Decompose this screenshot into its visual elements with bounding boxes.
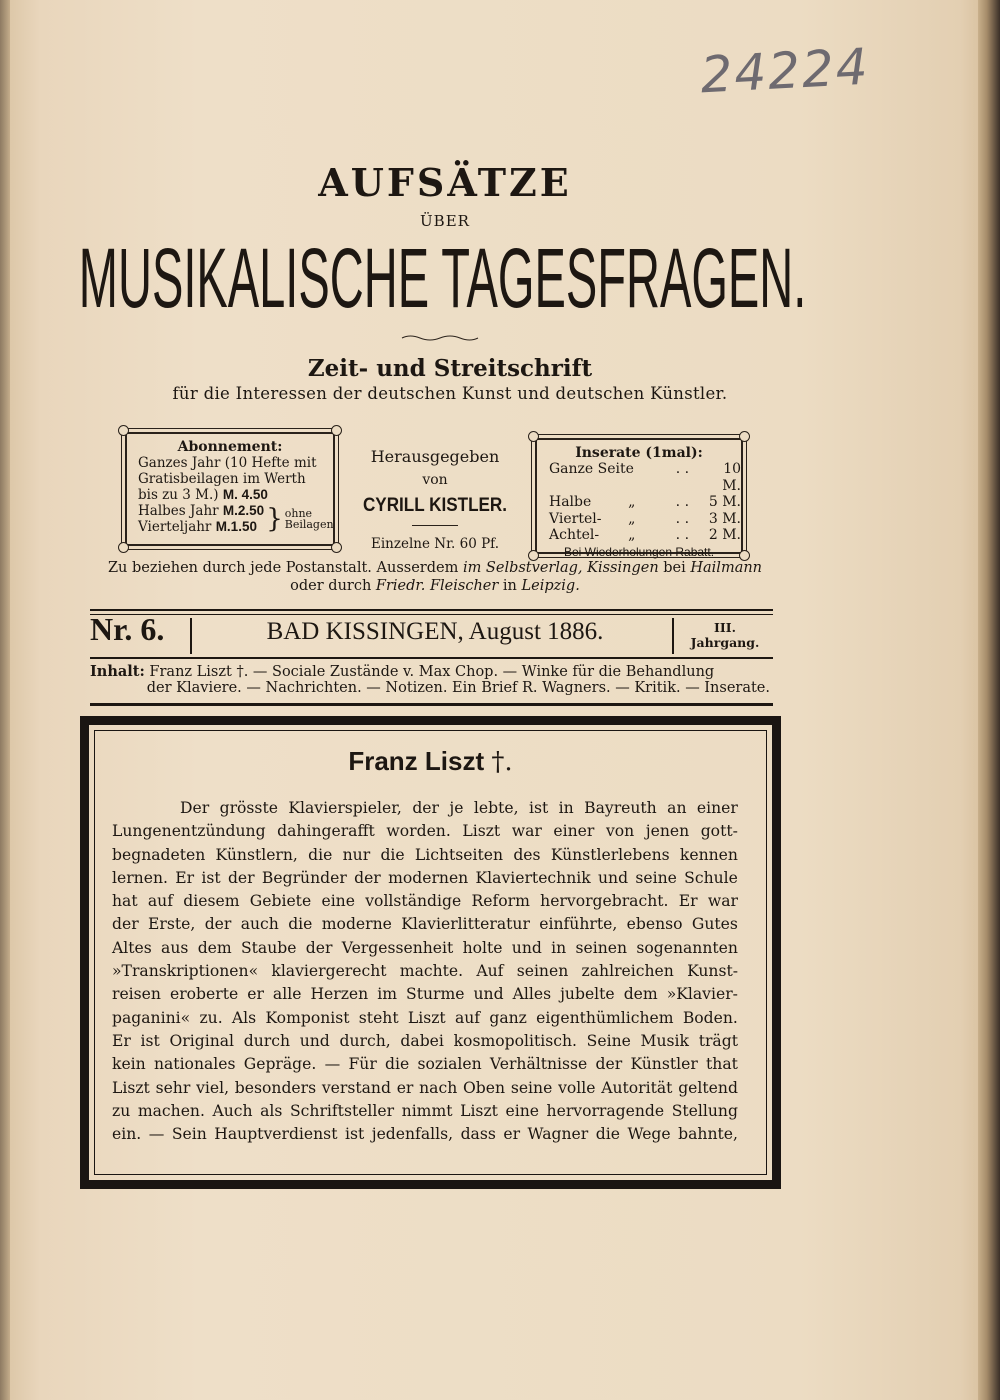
contents-label: Inhalt: [90, 663, 145, 680]
article-word: Schriftsteller [290, 1101, 395, 1120]
issue-place-date: BAD KISSINGEN, August 1886. [266, 618, 604, 645]
distribution-text: Zu beziehen durch jede Postanstalt. Ausserdem [107, 560, 463, 576]
article-word: grösste [219, 799, 278, 817]
article-word: Reform [471, 892, 530, 911]
contents-line-2: der Klaviere. — Nachrichten. — Notizen. Ein Brief R. Wagners. — Kritik. — Inserate. [146, 680, 770, 696]
article-word: bahnte, [678, 1125, 738, 1144]
article-word: im [377, 985, 398, 1004]
article-word: ebenso [626, 915, 683, 934]
corner-ornament [739, 431, 750, 442]
article-word: Staube [240, 938, 297, 957]
article-word: nur [342, 845, 371, 864]
article-word: Künstlerlebens [550, 845, 670, 864]
article-word: Als [231, 1008, 257, 1027]
subscription-text: Halbes Jahr [138, 503, 219, 519]
article-word: einer [696, 799, 738, 817]
article-word: in [558, 799, 574, 817]
advertising-title: Inserate (1mal): [575, 445, 703, 461]
article-line [112, 890, 738, 913]
ad-price: 5 M. [708, 494, 741, 510]
article-word: Boden. [682, 1008, 738, 1027]
distribution-line-1 [90, 560, 780, 576]
top-rule-thin [90, 614, 773, 615]
article-word: Klavierspieler, [288, 799, 402, 817]
article-word: Verhältnisse [489, 1055, 588, 1074]
article-line [112, 820, 738, 843]
article-word: Erste, [148, 915, 196, 934]
article-word: in [551, 938, 567, 957]
flourish-ornament [400, 333, 480, 343]
corner-ornament [331, 542, 342, 553]
article-word: Liszt [462, 822, 501, 841]
article-word: Sturme [406, 985, 465, 1004]
article-word: Er [112, 1031, 131, 1050]
article-word: Gebiete [249, 892, 312, 911]
article-word: nach [419, 1078, 458, 1097]
article-word: seine [510, 1078, 553, 1097]
article-word: die [288, 915, 313, 934]
article-word: eigenthümlichem [536, 1008, 674, 1027]
article-word: des [513, 845, 541, 864]
article-word: worden. [386, 822, 451, 841]
contents-line-1 [90, 663, 774, 680]
article-word: modernen [388, 868, 469, 887]
subscription-price-year: M. 4.50 [222, 487, 268, 502]
advertising-row [537, 527, 741, 544]
ad-ditto [644, 461, 676, 494]
ad-size: Viertel- [549, 510, 602, 527]
article-word: zu [112, 1101, 131, 1120]
ad-dots: . . [675, 510, 690, 527]
article-word: trägt [698, 1031, 738, 1050]
article-word: die [595, 1125, 620, 1144]
article-line [112, 1077, 738, 1100]
article-word: ist [528, 799, 549, 817]
article-word: lebte, [473, 799, 519, 817]
article-word: Wege [627, 1125, 671, 1144]
article-word: und [473, 985, 504, 1004]
volume-label: Jahrgang. [690, 635, 760, 650]
column-separator [190, 618, 192, 654]
article-word: Klaviertechnik [475, 868, 591, 887]
article-word: — [148, 1125, 165, 1144]
article-word: war [511, 822, 542, 841]
article-word: seinen [516, 962, 569, 981]
article-word: Gepräge. [243, 1055, 317, 1074]
distribution-text: bei [658, 560, 691, 576]
article-word: Autorität [601, 1078, 673, 1097]
article-word: ein. [112, 1125, 142, 1144]
article-word: Bayreuth [584, 799, 657, 817]
article-word: die [380, 845, 405, 864]
subscription-text: Vierteljahr [138, 519, 212, 535]
subtitle: Zeit- und Streitschrift [307, 355, 593, 382]
corner-ornament [118, 542, 129, 553]
article-word: Stellung [671, 1101, 738, 1120]
article-word: Lungenentzündung [112, 822, 266, 841]
article-line [112, 1100, 738, 1123]
article-line [112, 797, 738, 820]
article-line [112, 867, 738, 890]
subscription-title: Abonnement: [177, 439, 283, 455]
article-word: dem [197, 938, 232, 957]
article-word: steht [358, 1008, 399, 1027]
article-word: der [112, 915, 139, 934]
dagger-symbol: †. [491, 747, 513, 777]
article-word: er [503, 1125, 521, 1144]
article-line [112, 937, 738, 960]
article-line [112, 913, 738, 936]
ad-size: Ganze Seite [549, 461, 634, 477]
article-word: er [247, 985, 264, 1004]
subscription-box [125, 432, 335, 546]
article-word: moderne [321, 915, 392, 934]
brace: } [266, 504, 283, 534]
article-word: Klavierlitteratur [401, 915, 530, 934]
article-word: je [449, 799, 464, 817]
article-word: Begründer [261, 868, 347, 887]
subscription-line: Gratisbeilagen im Werth [138, 471, 306, 487]
subscription-price-quarter: M.1.50 [215, 519, 257, 534]
top-rule [90, 609, 773, 611]
obituary-title-name: Franz Liszt [348, 746, 485, 776]
article-word: zahlreichen [581, 962, 674, 981]
article-word: der [227, 868, 255, 887]
ad-ditto: „ [628, 494, 636, 510]
herausgegeben-label: Herausgegeben [370, 447, 500, 466]
article-word: der [305, 938, 333, 957]
article-word: gott- [700, 822, 738, 841]
article-word: besonders [234, 1078, 317, 1097]
corner-ornament [528, 431, 539, 442]
ad-price: 10 M. [722, 461, 742, 494]
article-word: er [396, 1078, 414, 1097]
article-word: auf [454, 1008, 481, 1027]
article-word: »Transkriptionen« [112, 962, 259, 981]
article-word: viel, [196, 1078, 230, 1097]
distribution-text: im Selbstverlag, Kissingen [462, 560, 659, 576]
article-word: Original [169, 1031, 235, 1050]
article-word: durch [243, 1031, 291, 1050]
article-word: Komponist [265, 1008, 350, 1027]
article-word: war [707, 892, 738, 911]
article-word: »Klavier- [666, 985, 738, 1004]
article-word: Schule [684, 868, 738, 887]
article-word: — [324, 1055, 341, 1074]
article-word: dahingerafft [277, 822, 375, 841]
single-issue-price: Einzelne Nr. 60 Pf. [371, 536, 499, 552]
article-word: hervorgebracht. [540, 892, 669, 911]
article-word: kosmopolitisch. [453, 1031, 577, 1050]
article-word: eine [505, 1101, 539, 1120]
contents-text: Franz Liszt †. — Sociale Zustände v. Max Chop. — Winke für die Behandlung [144, 664, 715, 680]
obituary-text [112, 797, 738, 1146]
article-word: nimmt [401, 1101, 453, 1120]
subscription-line [138, 519, 264, 535]
ad-ditto: „ [628, 527, 636, 543]
article-word: Er [175, 868, 195, 887]
issue-number: Nr. 6. [90, 611, 165, 647]
ad-dots: . . [675, 461, 690, 477]
corner-ornament [118, 425, 129, 436]
article-word: und [299, 1031, 330, 1050]
article-word: begnadeten [112, 845, 206, 864]
article-word: diesem [183, 892, 240, 911]
article-word: Liszt [460, 1101, 498, 1120]
article-word: machen. [137, 1101, 205, 1120]
subscription-line: Ganzes Jahr (10 Hefte mit [138, 455, 317, 471]
article-word: die [385, 1055, 410, 1074]
subscription-line [138, 487, 333, 503]
article-word: Auch [212, 1101, 253, 1120]
article-word: Er [678, 892, 698, 911]
article-word: seine [635, 868, 677, 887]
article-line [112, 1030, 738, 1053]
tagline: für die Interessen der deutschen Kunst und deutschen Künstler. [172, 384, 728, 403]
article-word: kein [112, 1055, 146, 1074]
title-aufsatze: AUFSÄTZE [318, 160, 572, 205]
ad-size: Achtel- [549, 527, 600, 543]
article-word: als [260, 1101, 283, 1120]
subscription-line [138, 503, 264, 519]
article-word: Vergessenheit [341, 938, 454, 957]
article-word: Kunst- [687, 962, 738, 981]
article-line [112, 960, 738, 983]
volume-number: III. [714, 620, 736, 635]
article-word: ist [140, 1031, 160, 1050]
article-word: nationales [153, 1055, 236, 1074]
article-word: der [412, 799, 439, 817]
article-word: dem [623, 985, 658, 1004]
article-word: der [354, 868, 381, 887]
ad-size: Halbe [549, 494, 592, 510]
article-word: eine [321, 892, 355, 911]
handwritten-accession-number: 24224 [699, 37, 871, 105]
article-word: der [204, 915, 232, 934]
article-word: Altes [112, 938, 152, 957]
article-word: geltend [678, 1078, 738, 1097]
article-word: klaviergerecht [271, 962, 387, 981]
advertising-row [537, 511, 741, 528]
article-word: Herzen [310, 985, 369, 1004]
article-word: verstand [321, 1078, 391, 1097]
article-line [112, 1123, 738, 1146]
bottom-rule [90, 657, 773, 659]
subscription-price-half: M.2.50 [222, 503, 265, 518]
von-label: von [422, 472, 448, 488]
article-word: sozialen [417, 1055, 482, 1074]
article-line [112, 1053, 738, 1076]
distribution-text: Hailmann [690, 560, 763, 576]
advertising-row [537, 494, 741, 511]
distribution-text: oder durch [290, 578, 376, 594]
volume [680, 620, 770, 650]
article-word: vollständige [365, 892, 462, 911]
binding-spine [0, 0, 10, 1400]
article-word: eroberte [169, 985, 239, 1004]
article-word: dass [460, 1125, 496, 1144]
article-word: holte [462, 938, 503, 957]
article-word: an [667, 799, 687, 817]
article-word: jubelte [560, 985, 615, 1004]
article-word: und [597, 868, 629, 887]
article-word: Hauptverdienst [214, 1125, 338, 1144]
article-word: sehr [155, 1078, 191, 1097]
article-word: Künstler [630, 1055, 698, 1074]
article-word: Der [180, 799, 210, 817]
article-word: sogenannten [636, 938, 738, 957]
article-word: einer [553, 822, 595, 841]
article-word: ganz [489, 1008, 527, 1027]
article-word: Für [348, 1055, 377, 1074]
article-word: durch, [339, 1031, 391, 1050]
article-word: Sein [171, 1125, 207, 1144]
distribution-text: in [498, 578, 522, 594]
article-word: Lichtseiten [414, 845, 504, 864]
article-word: jedenfalls, [371, 1125, 454, 1144]
advertising-rates-box [535, 438, 743, 559]
article-word: zu. [199, 1008, 223, 1027]
ad-price: 3 M. [708, 510, 741, 527]
advertising-row [537, 461, 741, 494]
article-word: Künstlern, [215, 845, 298, 864]
publisher-name: CYRILL KISTLER. [362, 495, 508, 516]
article-word: Alles [512, 985, 552, 1004]
article-word: ist [344, 1125, 365, 1144]
article-word: Auf [476, 962, 504, 981]
article-word: machte. [399, 962, 464, 981]
page-edge [978, 0, 1000, 1400]
ad-ditto: „ [628, 510, 636, 527]
article-line [112, 983, 738, 1006]
article-word: von [605, 822, 635, 841]
article-word: einführte, [539, 915, 618, 934]
article-word: jenen [645, 822, 690, 841]
ad-price: 2 M. [708, 527, 741, 543]
masthead-title: MUSIKALISCHE TAGESFRAGEN. [78, 231, 807, 325]
beilagen-label: Beilagen [284, 518, 334, 531]
corner-ornament [331, 425, 342, 436]
subscription-text: bis zu 3 M.) [138, 487, 219, 503]
article-word: Gutes [691, 915, 738, 934]
divider [412, 525, 458, 526]
article-word: aus [161, 938, 189, 957]
distribution-text: Leipzig. [521, 578, 580, 594]
distribution-text: Friedr. Fleischer [375, 578, 499, 594]
article-word: paganini« [112, 1008, 191, 1027]
article-word: hervorragende [546, 1101, 665, 1120]
article-line [112, 1007, 738, 1030]
ad-dots: . . [675, 527, 690, 543]
article-word: that [706, 1055, 738, 1074]
article-word: lernen. [112, 868, 168, 887]
article-word: hat [112, 892, 138, 911]
column-separator [672, 618, 674, 654]
article-word: Musik [640, 1031, 689, 1050]
article-word: Liszt [407, 1008, 446, 1027]
article-word: und [511, 938, 542, 957]
article-word: Wagner [527, 1125, 589, 1144]
article-word: ist [201, 868, 221, 887]
article-word: alle [272, 985, 302, 1004]
article-word: volle [558, 1078, 596, 1097]
article-word: auch [240, 915, 279, 934]
obituary-title [80, 746, 781, 777]
article-word: auf [147, 892, 174, 911]
ohne-label: ohne [284, 507, 313, 520]
ad-dots: . . [675, 494, 690, 510]
contents-rule [90, 703, 773, 706]
article-word: Liszt [112, 1078, 150, 1097]
article-word: Oben [463, 1078, 506, 1097]
masthead-wrap [78, 228, 807, 328]
distribution-line-2 [90, 578, 780, 594]
advertising-discount: Bei Wiederholungen Rabatt. [563, 544, 715, 559]
article-word: dabei [400, 1031, 444, 1050]
article-word: seinen [575, 938, 628, 957]
title-uber: ÜBER [420, 212, 470, 230]
article-word: die [308, 845, 333, 864]
article-word: der [595, 1055, 623, 1074]
article-line [112, 844, 738, 867]
article-word: reisen [112, 985, 161, 1004]
article-word: Seine [586, 1031, 631, 1050]
article-word: kennen [679, 845, 738, 864]
